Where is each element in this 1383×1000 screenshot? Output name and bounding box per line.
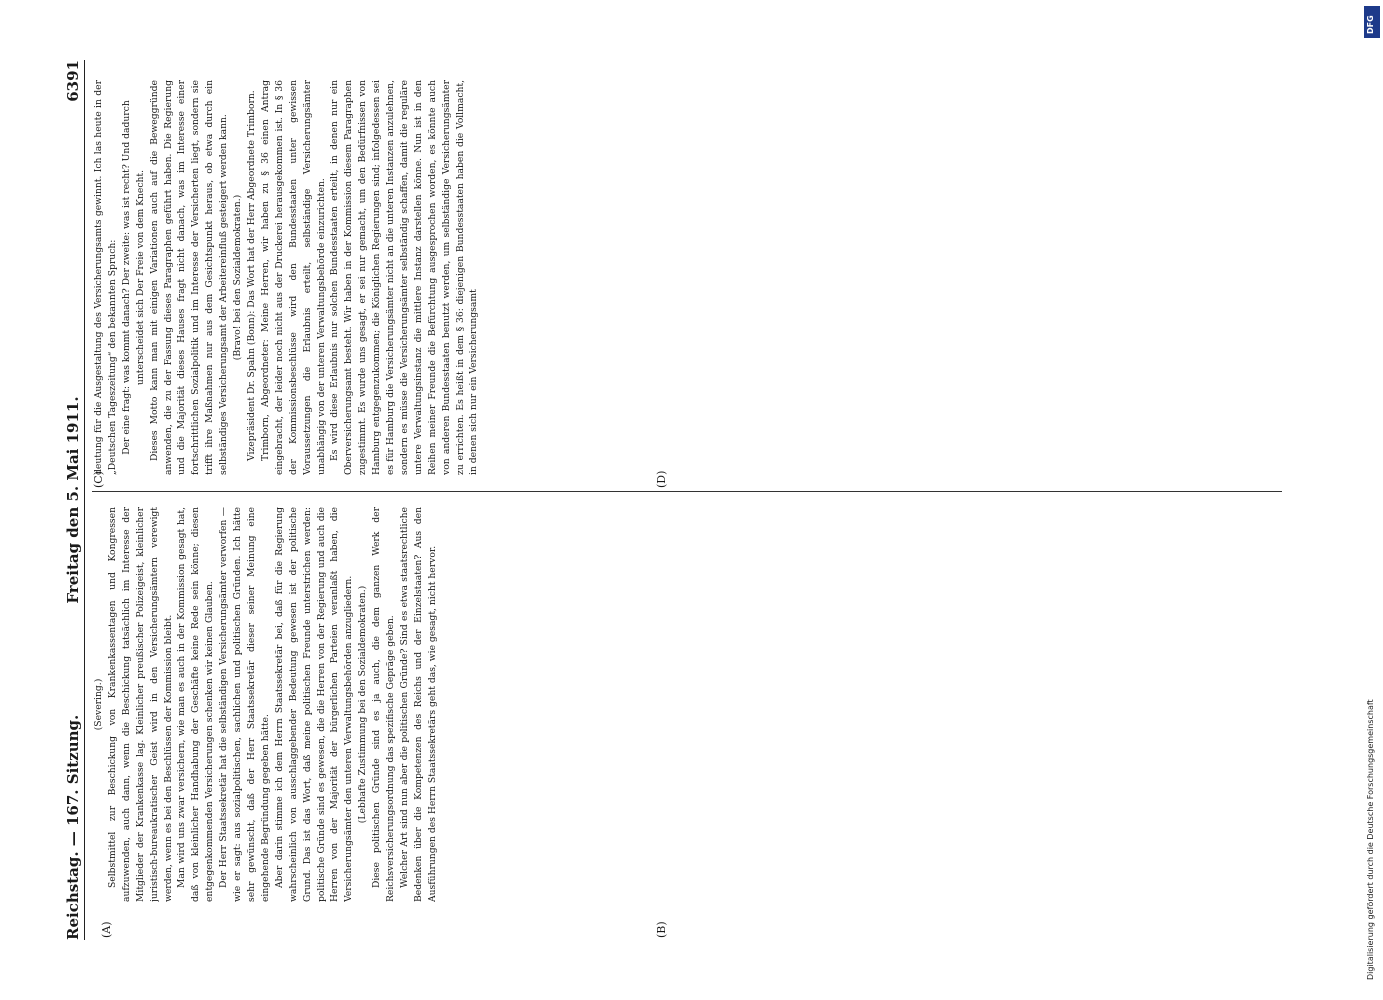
- header-left: Reichstag. — 167. Sitzung.: [64, 714, 82, 940]
- margin-mark-b: (B): [655, 921, 668, 938]
- verse: Der eine fragt: was kommt danach? Der zweite: was ist recht? Und dadurch unterscheidet sich Der Freie von dem Knecht.: [120, 100, 146, 455]
- paragraph: Es wird diese Erlaubnis nur solchen Bundesstaaten erteilt, in denen nur ein Oberversicherungsamt besteht. Wir haben in der Kommission diesem Paragraphen zugestimmt. Es wurde uns gesagt, er sei nur gemacht, um den Bedürfnissen von Hamburg entgegenzukommen; die Königlichen Regierungen sind; infolgedessen sei es für Hamburg die Versicherungsämter nicht an die unteren Instanzen anzulehnen, sondern es müsse die Versicherungsämter selbständig schaffen, damit die reguläre untere Verwaltungsinstanz die mittlere Instanz darstellen könne. Nun ist in den Reihen meiner Freunde die Befürchtung ausgesprochen worden, es könnte auch von anderen Bundesstaaten benutzt werden, um selbständige Versicherungsämter zu errichten. Es heißt in dem § 36: diejenigen Bundesstaaten haben die Vollmacht, in denen sich nur ein Versicherungsamt: [329, 80, 480, 475]
- margin-mark-a: (A): [100, 921, 113, 938]
- paragraph: Trimborn, Abgeordneter: Meine Herren, wir haben zu § 36 einen Antrag eingebracht, der leider noch nicht aus der Druckerei herausgekommen ist. In § 36 der Kommissionsbeschlüsse wird den Bundesstaaten unter gewissen Voraussetzungen die Erlaubnis erteilt, selbständige Versicherungsämter unabhängig von der unteren Verwaltungsbehörde einzurichten.: [259, 80, 327, 475]
- paragraph: deutung für die Ausgestaltung des Versicherungsamts gewinnt. Ich las heute in der „Deutschen Tageszeitung“ den bekannten Spruch:: [93, 80, 118, 475]
- interjection: (Lebhafte Zustimmung bei den Sozialdemokraten.): [357, 585, 369, 824]
- paragraph: Man wird uns zwar versichern, wie man es auch in der Kommission gesagt hat, daß von kleinlicher Handhabung der Geschäfte keine Rede sein könne; diesen entgegenkommenden Versicherungen schenken wir keinen Glauben.: [176, 507, 216, 902]
- column-divider: [92, 491, 1282, 492]
- paragraph: Vizepräsident Dr. Spahn (Bonn): Das Wort hat der Herr Abgeordnete Trimborn.: [245, 90, 257, 461]
- digitization-credit: Digitalisierung gefördert durch die Deutsche Forschungsgemeinschaft: [1366, 699, 1375, 980]
- margin-mark-d: (D): [655, 470, 668, 488]
- page-number: 6391: [64, 60, 82, 102]
- interjection: (Bravo! bei den Sozialdemokraten.): [232, 194, 244, 361]
- paragraph: Dieses Motto kann man mit einigen Variationen auch auf die Beweggründe anwenden, die zu der Fassung dieses Paragraphen geführt haben. Die Regierung und die Majorität dieses Hauses fragt nicht danach, was im Interesse einer fortschrittlichen Sozialpolitik und im Interesse der Versicherten liegt, sondern sie trifft ihre Maßnahmen nur aus dem Gesichtspunkt heraus, ob etwa durch ein selbständiges Versicherungsamt der Arbeitereinfluß gesteigert werden kann.: [148, 80, 230, 475]
- paragraph: Aber darin stimme ich dem Herrn Staatssekretär bei, daß für die Regierung wahrscheinlich von ausschlaggebender Bedeutung gewesen ist der politische Grund. Das ist das Wort, daß meine politischen Freunde unterstrichen werden: politische Gründe sind es gewesen, die die Herren von der Regierung und auch die Herren von der Majorität der bürgerlichen Parteien veranlaßt haben, die Versicherungsämter den unteren Verwaltungsbehörden anzugliedern.: [273, 507, 355, 902]
- dfg-logo: DFG: [1364, 6, 1380, 38]
- header-center: Freitag den 5. Mai 1911.: [64, 396, 82, 604]
- speaker-heading: (Severing.): [93, 678, 104, 731]
- left-text-column: [92, 507, 1292, 902]
- paragraph: Diese politischen Gründe sind es ja auch, die dem ganzen Werk der Reichsversicherungsordnung das spezifische Gepräge geben.: [371, 507, 397, 902]
- page-header: [62, 60, 85, 940]
- paragraph: Welcher Art sind nun aber die politischen Gründe? Sind es etwa staatsrechtliche Bedenken über die Kompetenzen des Reichs und der Einzelstaaten? Aus den Ausführungen des Herrn Staatssekretärs geht das, wie gesagt, nicht hervor.: [398, 507, 438, 902]
- margin-mark-c: (C): [92, 471, 105, 488]
- paragraph: Der Herr Staatssekretär hat die selbständigen Versicherungsämter verworfen — wie er sagt: aus sozialpolitischen, sachlichen und politischen Gründen. Ich hätte sehr gewünscht, daß der Herr Staatssekretär dieser seiner Meinung eine eingehende Begründung gegeben hätte.: [218, 507, 271, 902]
- right-text-column: [92, 80, 1292, 475]
- paragraph: Selbstmittel zur Beschickung von Krankenkassentagen und Kongressen aufzuwenden, auch dann, wenn die Beschickung tatsächlich im Interesse der Mitglieder der Krankenkasse lag. Kleinlicher preußischer Polizeigeist, kleinlicher juristisch-bureaukratischer Geist wird in den Versicherungsämtern verewigt werden, wenn es bei den Beschlüssen der Kommission bleibt.: [106, 507, 174, 902]
